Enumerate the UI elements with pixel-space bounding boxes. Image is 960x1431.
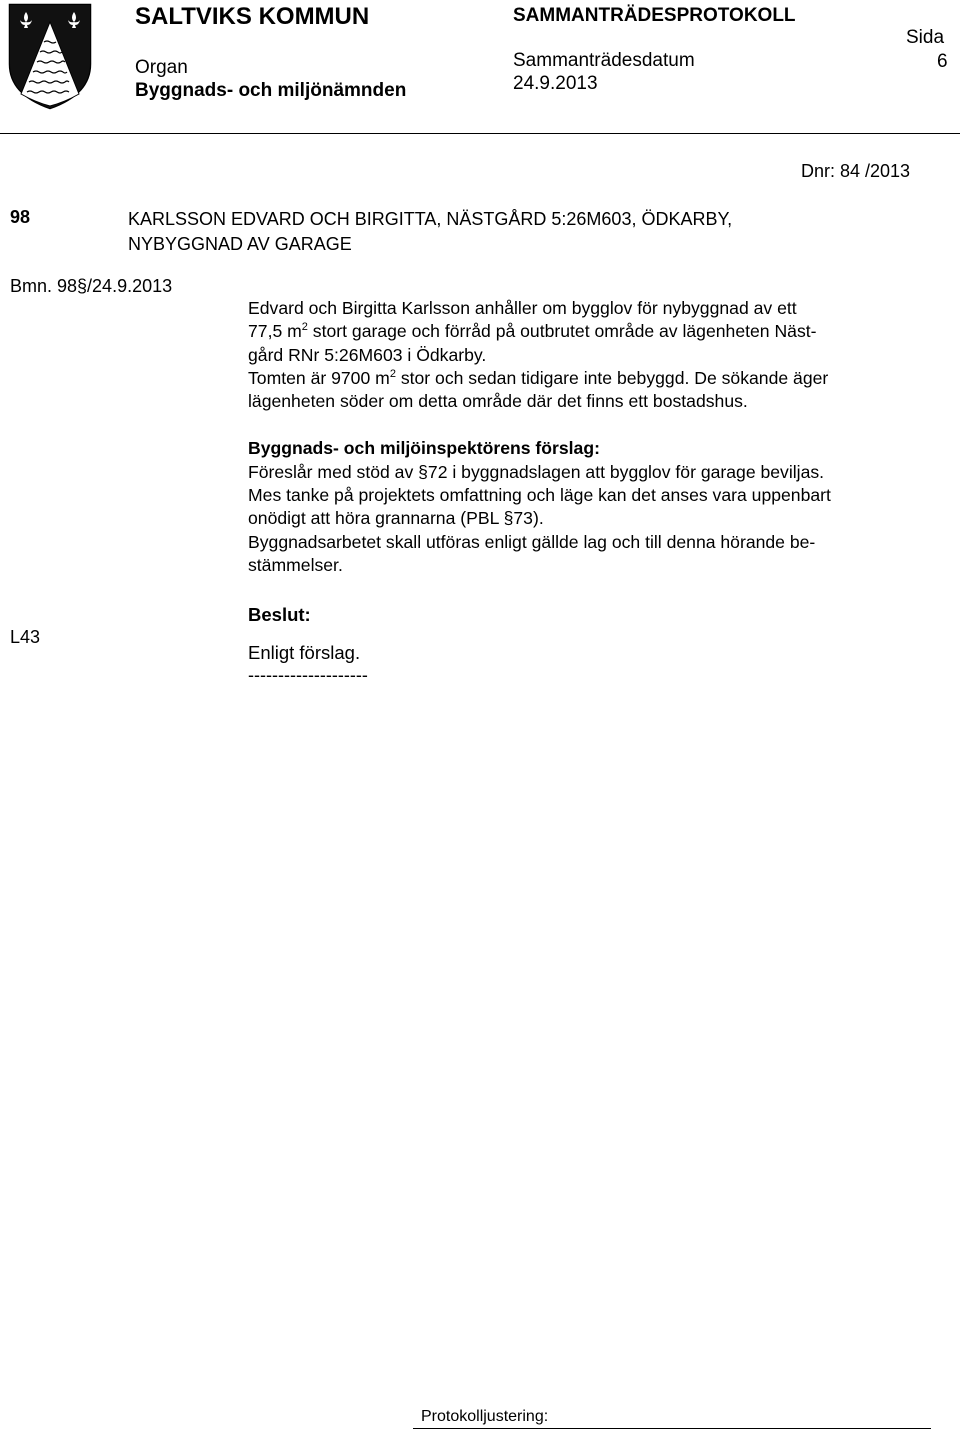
case-title-line-1: KARLSSON EDVARD OCH BIRGITTA, NÄSTGÅRD 5:26M603, ÖDKARBY, bbox=[128, 209, 733, 229]
meeting-date-label: Sammanträdesdatum bbox=[513, 50, 695, 71]
case-title-line-2: NYBYGGNAD AV GARAGE bbox=[128, 234, 352, 254]
proposal-line-5: stämmelser. bbox=[248, 554, 343, 575]
intro-line-3: gård RNr 5:26M603 i Ödkarby. bbox=[248, 344, 487, 365]
proposal-line-4: Byggnadsarbetet skall utföras enligt gällde lag och till denna hörande be- bbox=[248, 531, 816, 552]
intro-line-2: 77,5 $m^2$ stort garage och förråd på outbrutet område av lägenheten Näst- bbox=[248, 321, 817, 342]
decision-text: Enligt förslag. bbox=[248, 642, 361, 664]
proposal-heading: Byggnads- och miljöinspektörens förslag: bbox=[248, 438, 600, 459]
document-type: SAMMANTRÄDESPROTOKOLL bbox=[513, 5, 796, 26]
intro-line-4: Tomten är 9700 $m^2$ stor och sedan tidigare inte bebyggd. De sökande äger bbox=[248, 367, 829, 388]
separator-line: -------------------- bbox=[248, 665, 368, 686]
diary-number: Dnr: 84 /2013 bbox=[801, 161, 911, 181]
page-number: 6 bbox=[937, 51, 948, 72]
proposal-line-2: Mes tanke på projektets omfattning och läge kan det anses vara uppenbart bbox=[248, 485, 831, 506]
signature-line bbox=[413, 1428, 931, 1429]
municipal-coat-of-arms-logo bbox=[7, 2, 93, 110]
case-title bbox=[128, 207, 732, 257]
intro-line-1: Edvard och Birgitta Karlsson anhåller om bygglov för nybyggnad av ett bbox=[248, 298, 797, 318]
intro-line-5: lägenheten söder om detta område där det finns ett bostadshus. bbox=[248, 391, 748, 412]
decision-heading: Beslut: bbox=[248, 604, 311, 626]
proposal-line-3: onödigt att höra grannarna (PBL §73). bbox=[248, 508, 544, 529]
organ-label: Organ bbox=[135, 57, 188, 78]
header-divider bbox=[0, 133, 960, 134]
case-body bbox=[248, 297, 938, 685]
margin-code: L43 bbox=[10, 627, 41, 647]
municipality-name: SALTVIKS KOMMUN bbox=[135, 3, 370, 30]
meeting-date-value: 24.9.2013 bbox=[513, 73, 598, 94]
organ-value: Byggnads- och miljönämnden bbox=[135, 80, 407, 101]
proposal-line-1: Föreslår med stöd av §72 i byggnadslagen att bygglov för garage beviljas. bbox=[248, 461, 825, 482]
minutes-check-label: Protokolljustering: bbox=[421, 1408, 549, 1425]
board-reference: Bmn. 98§/24.9.2013 bbox=[10, 276, 173, 296]
paragraph-number: 98 bbox=[10, 207, 31, 227]
page-label: Sida bbox=[906, 27, 945, 48]
